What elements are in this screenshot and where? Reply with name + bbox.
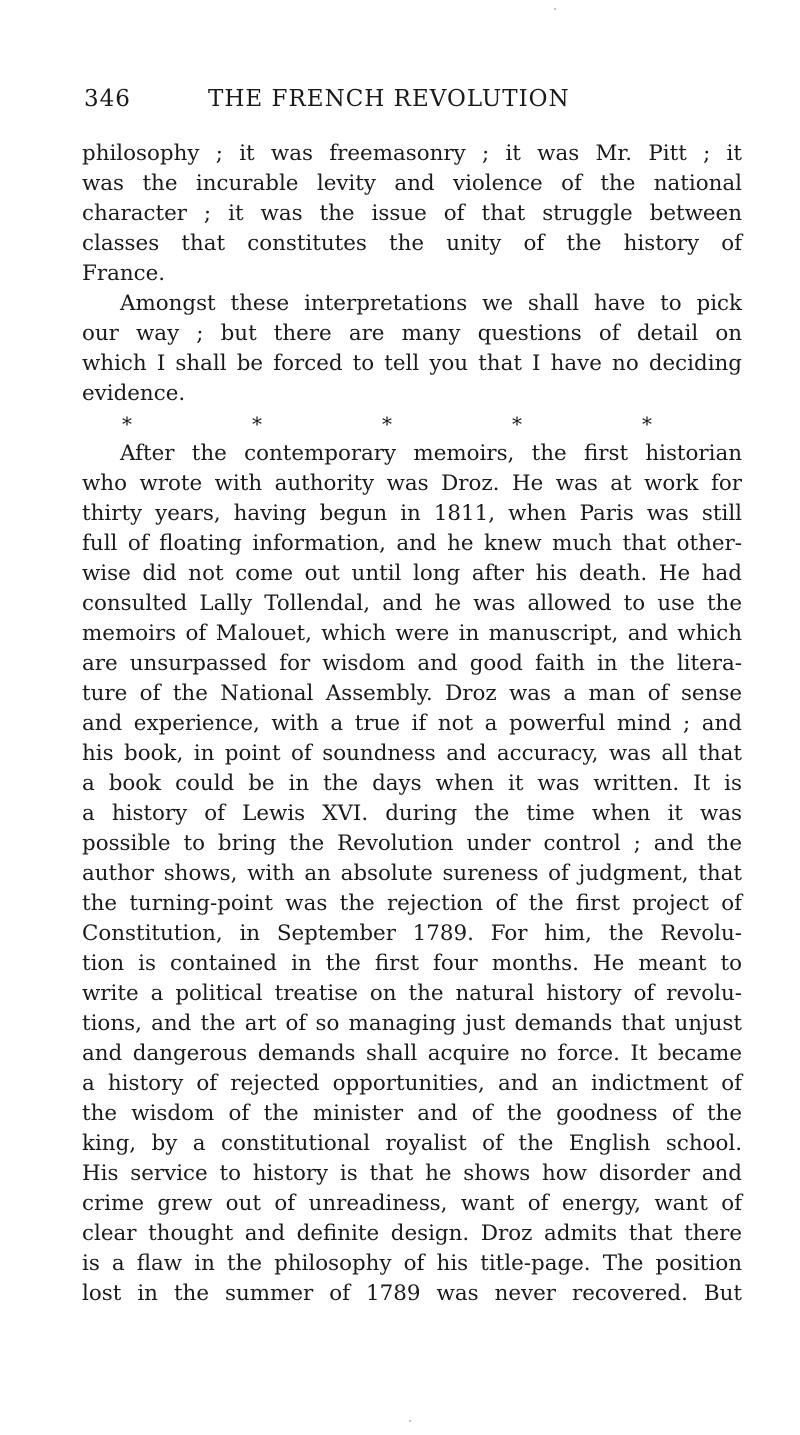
scan-speck xyxy=(409,1420,411,1422)
text-line: France. xyxy=(82,261,166,286)
text-line: our way ; but there are many questions of detail on xyxy=(82,321,742,346)
text-line: Constitution, in September 1789. For him, the Revolu- xyxy=(82,921,742,946)
text-line: was the incurable levity and violence of the national xyxy=(82,171,742,196)
text-line: a history of Lewis XVI. during the time when it was xyxy=(82,801,742,826)
paragraph-2 xyxy=(82,289,742,409)
scan-speck xyxy=(554,8,556,10)
running-title: THE FRENCH REVOLUTION xyxy=(208,86,570,112)
running-head xyxy=(84,86,684,120)
body-text xyxy=(82,139,742,1309)
text-line: thirty years, having begun in 1811, when Paris was still xyxy=(82,501,742,526)
text-line: the turning-point was the rejection of the first project of xyxy=(82,891,742,916)
text-line: His service to history is that he shows how disorder and xyxy=(82,1161,742,1186)
paragraph-1 xyxy=(82,139,742,289)
text-line: evidence. xyxy=(82,381,186,406)
asterisk: * xyxy=(122,412,132,436)
text-line: philosophy ; it was freemasonry ; it was Mr. Pitt ; it xyxy=(82,141,742,166)
text-line: possible to bring the Revolution under control ; and the xyxy=(82,831,742,856)
text-line: ture of the National Assembly. Droz was a man of sense xyxy=(82,681,742,706)
text-line: consulted Lally Tollendal, and he was allowed to use the xyxy=(82,591,742,616)
text-line: full of floating information, and he knew much that other- xyxy=(82,531,742,556)
text-line: clear thought and definite design. Droz admits that there xyxy=(82,1221,742,1246)
paragraph-3 xyxy=(82,439,742,1309)
text-line: who wrote with authority was Droz. He was at work for xyxy=(82,471,742,496)
text-line: character ; it was the issue of that struggle between xyxy=(82,201,742,226)
text-line: Amongst these interpretations we shall have to pick xyxy=(120,291,742,316)
text-line: the wisdom of the minister and of the goodness of the xyxy=(82,1101,742,1126)
text-line: tion is contained in the first four months. He meant to xyxy=(82,951,742,976)
asterisk: * xyxy=(512,412,522,436)
text-line: and dangerous demands shall acquire no force. It became xyxy=(82,1041,742,1066)
text-line: king, by a constitutional royalist of the English school. xyxy=(82,1131,742,1156)
section-break xyxy=(122,409,652,439)
text-line: crime grew out of unreadiness, want of energy, want of xyxy=(82,1191,742,1216)
text-line: After the contemporary memoirs, the first historian xyxy=(120,441,742,466)
text-line: write a political treatise on the natural history of revolu- xyxy=(82,981,742,1006)
text-line: wise did not come out until long after his death. He had xyxy=(82,561,742,586)
text-line: memoirs of Malouet, which were in manuscript, and which xyxy=(82,621,742,646)
text-line: author shows, with an absolute sureness of judgment, that xyxy=(82,861,742,886)
text-line: a book could be in the days when it was written. It is xyxy=(82,771,742,796)
text-line: which I shall be forced to tell you that I have no deciding xyxy=(82,351,742,376)
text-line: and experience, with a true if not a powerful mind ; and xyxy=(82,711,742,736)
text-line: his book, in point of soundness and accuracy, was all that xyxy=(82,741,742,766)
page-number: 346 xyxy=(84,86,131,112)
text-line: is a flaw in the philosophy of his title-page. The position xyxy=(82,1251,742,1276)
asterisk: * xyxy=(382,412,392,436)
text-line: are unsurpassed for wisdom and good faith in the litera- xyxy=(82,651,742,676)
asterisk: * xyxy=(642,412,652,436)
text-line: lost in the summer of 1789 was never recovered. But xyxy=(82,1281,742,1306)
text-line: classes that constitutes the unity of the history of xyxy=(82,231,742,256)
text-line: tions, and the art of so managing just demands that unjust xyxy=(82,1011,742,1036)
text-line: a history of rejected opportunities, and an indictment of xyxy=(82,1071,742,1096)
asterisk: * xyxy=(252,412,262,436)
